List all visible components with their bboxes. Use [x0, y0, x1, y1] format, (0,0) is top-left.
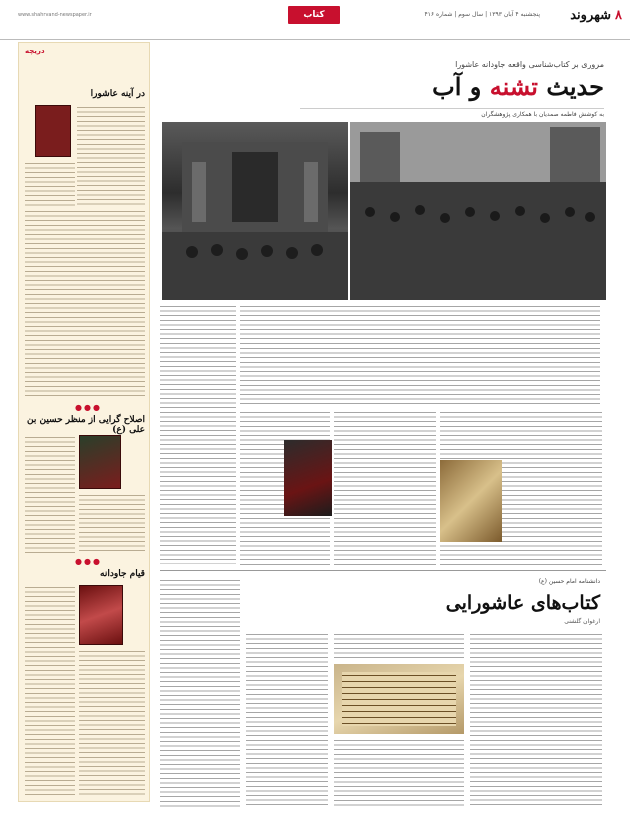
article2-column-2-top — [334, 632, 464, 660]
article2-column-3 — [246, 632, 328, 808]
headline-red: تشنه — [489, 72, 538, 101]
article2-column-4 — [160, 578, 240, 808]
sidebar-block1-text — [77, 105, 145, 205]
crowd-photo-icon — [350, 122, 606, 300]
headline-part2: و آب — [432, 72, 482, 101]
brand-name: شهروند — [570, 8, 612, 23]
photo-caption — [240, 304, 600, 344]
mosque-photo-icon — [162, 122, 348, 300]
book-cover-image — [440, 460, 502, 542]
sidebar-book1-cover — [35, 105, 71, 157]
article-column-2 — [334, 410, 436, 565]
article2-headline: کتاب‌های عاشورایی — [445, 592, 600, 614]
sidebar-block1-text2 — [25, 161, 75, 207]
sidebar-book2-cover — [79, 435, 121, 489]
article2-byline: ارغوان گلشنی — [564, 618, 600, 625]
sidebar-block1-title: در آینه عاشورا — [90, 89, 145, 99]
sidebar-block2-text — [25, 435, 75, 555]
sidebar-block3-title: قیام جاودانه — [100, 569, 145, 579]
article-lede — [240, 346, 600, 406]
archival-photo-left — [162, 122, 348, 300]
article2-kicker: دانشنامه امام حسین (ع) — [538, 578, 600, 585]
sidebar-block3-text — [25, 585, 75, 795]
section-divider — [160, 570, 606, 571]
sidebar-block1-body — [25, 209, 145, 399]
sidebar — [18, 42, 150, 802]
article-headline — [330, 72, 604, 102]
sidebar-tag: دریچه — [25, 47, 45, 55]
archival-photo-right — [350, 122, 606, 300]
sidebar-book3-cover — [79, 585, 123, 645]
site-url: www.shahrvand-newspaper.ir — [18, 12, 92, 18]
section-tag: کتاب — [288, 6, 340, 24]
issue-info: پنجشنبه ۴ آبان ۱۳۹۳ | سال سوم | شماره ۴۱۶ — [424, 11, 540, 18]
separator-dots: ●●● — [75, 403, 102, 412]
manuscript-image — [334, 664, 464, 734]
headline-part1: حدیث — [546, 72, 604, 101]
article-byline: به کوشش فاطمه صمدیان با همکاری پژوهشگران — [300, 108, 604, 118]
article-column-left — [160, 304, 236, 564]
newspaper-logo — [570, 8, 622, 23]
article-kicker: مروری بر کتاب‌شناسی واقعه جاودانه عاشورا — [455, 60, 604, 69]
sidebar-block3-text2 — [79, 649, 145, 795]
page-number: ۸ — [615, 8, 622, 23]
sidebar-block2-text2 — [79, 493, 145, 555]
separator-dots-2: ●●● — [75, 557, 102, 566]
sidebar-block2-title: اصلاح گرایی از منظر حسین بن علی (ع) — [27, 415, 145, 435]
article2-column-1 — [470, 632, 602, 808]
article2-column-2-bottom — [334, 738, 464, 808]
book-cover-maqtal — [284, 440, 332, 516]
